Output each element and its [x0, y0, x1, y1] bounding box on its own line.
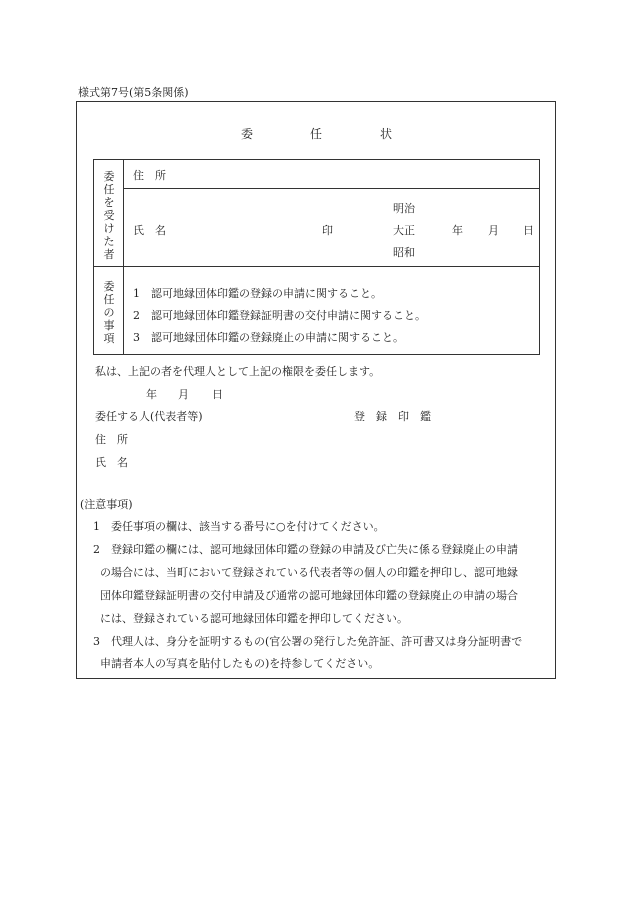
note-line-7: 申請者本人の写真を貼付したもの)を持参してください。: [100, 657, 380, 670]
form-number-label: 様式第7号(第5条関係): [78, 86, 189, 99]
era-showa: 昭和: [393, 246, 415, 259]
date-year-label: 年: [146, 388, 157, 401]
delegator-label: 委任する人(代表者等): [95, 410, 203, 423]
note-line-2: 2 登録印鑑の欄には、認可地縁団体印鑑の登録の申請及び亡失に係る登録廃止の申請: [93, 543, 518, 556]
delegation-item-2: 2 認可地縁団体印鑑登録証明書の交付申請に関すること。: [133, 309, 426, 322]
agent-heading: 委任を受けた者: [103, 170, 115, 261]
era-taisho: 大正: [393, 224, 415, 237]
birth-year-label: 年: [452, 224, 463, 237]
delegation-item-3: 3 認可地縁団体印鑑の登録廃止の申請に関すること。: [133, 331, 404, 344]
agent-name-label: 氏 名: [133, 224, 166, 237]
title-char-1: 委: [241, 127, 254, 141]
title-char-2: 任: [310, 127, 323, 141]
seal-mark-label: 印: [322, 224, 333, 237]
date-month-label: 月: [178, 388, 189, 401]
note-line-3: の場合には、当町において登録されている代表者等の個人の印鑑を押印し、認可地縁: [100, 566, 518, 579]
delegator-address-label: 住 所: [95, 433, 128, 446]
note-line-5: には、登録されている認可地縁団体印鑑を押印してください。: [100, 612, 408, 625]
note-line-6: 3 代理人は、身分を証明するもの(官公署の発行した免許証、許可書又は身分証明書で: [93, 635, 523, 648]
delegation-heading: 委任の事項: [103, 280, 115, 345]
delegator-name-label: 氏 名: [95, 456, 128, 469]
table-section-divider: [93, 266, 540, 267]
agent-address-label: 住 所: [133, 169, 166, 182]
notes-heading: (注意事項): [80, 498, 133, 511]
birth-month-label: 月: [488, 224, 499, 237]
date-day-label: 日: [212, 388, 223, 401]
registered-seal-label: 登 録 印 鑑: [354, 410, 431, 423]
delegation-statement: 私は、上記の者を代理人として上記の権限を委任します。: [95, 365, 381, 378]
delegation-item-1: 1 認可地縁団体印鑑の登録の申請に関すること。: [133, 287, 382, 300]
table-row-divider-address: [123, 188, 540, 189]
title-char-3: 状: [380, 127, 393, 141]
note-line-4: 団体印鑑登録証明書の交付申請及び通常の認可地縁団体印鑑の登録廃止の申請の場合: [100, 589, 518, 602]
era-meiji: 明治: [393, 202, 415, 215]
birth-day-label: 日: [523, 224, 534, 237]
note-line-1: 1 委任事項の欄は、該当する番号に○を付けてください。: [93, 520, 385, 533]
